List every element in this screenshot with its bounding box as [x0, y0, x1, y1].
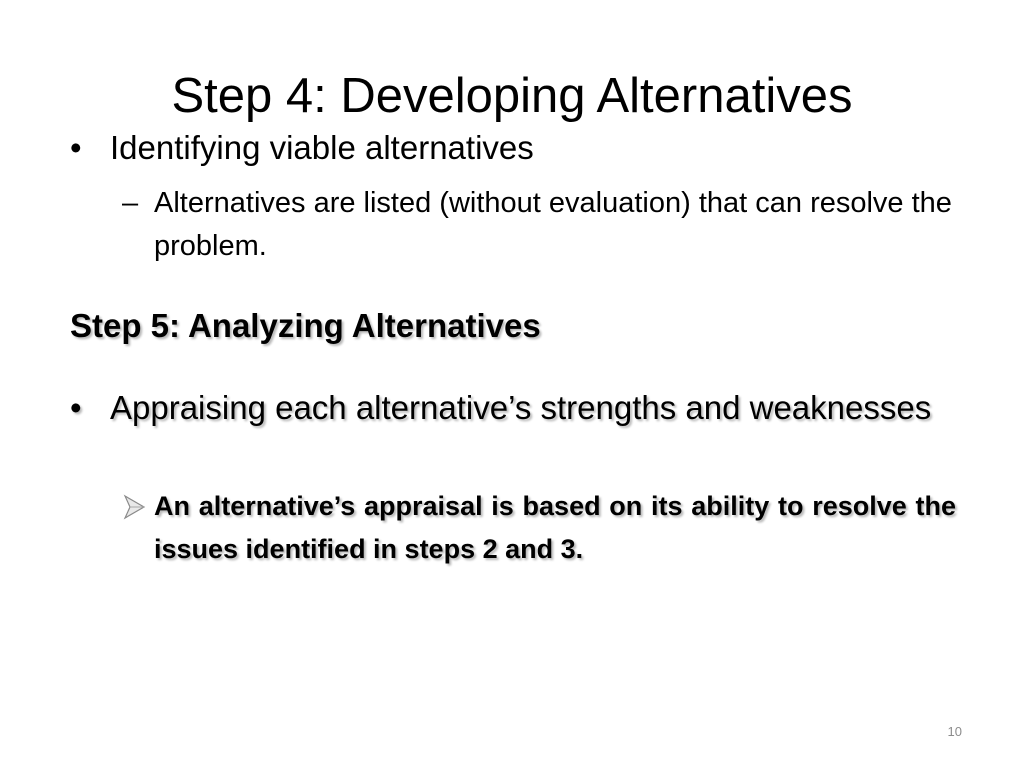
step4-sub-bullet-text: Alternatives are listed (without evaluation) that can resolve the problem.	[154, 187, 952, 262]
step5-heading: Step 5: Analyzing Alternatives	[70, 307, 541, 344]
step4-sub-bullet	[122, 182, 956, 268]
arrow-bullet-icon	[122, 492, 148, 522]
step5-bullet	[70, 386, 956, 430]
dash-bullet: –	[122, 187, 139, 219]
page-number: 10	[947, 724, 962, 739]
slide-title: Step 4: Developing Alternatives	[171, 69, 853, 123]
bullet-dot: •	[70, 129, 82, 166]
step4-bullet-text: Identifying viable alternatives	[110, 129, 534, 166]
bullet-dot: •	[70, 389, 82, 426]
step4-bullet	[70, 126, 956, 170]
step5-sub-bullet-text: An alternative’s appraisal is based on its ability to resolve the issues identified in steps 2 and 3.	[154, 491, 956, 564]
step5-sub-bullet	[122, 485, 956, 571]
step5-bullet-text: Appraising each alternative’s strengths and weaknesses	[110, 389, 932, 426]
